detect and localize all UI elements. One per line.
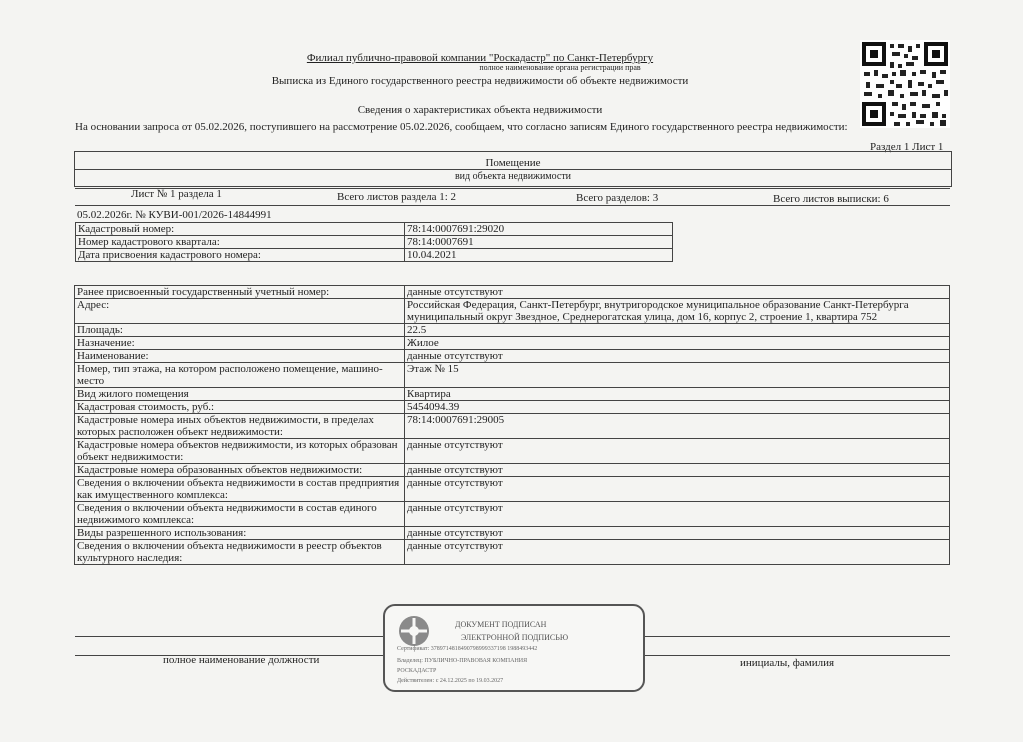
stamp-line2: ЭЛЕКТРОННОЙ ПОДПИСЬЮ — [461, 633, 569, 642]
row-value: данные отсутствуют — [405, 477, 950, 502]
table-row — [75, 540, 950, 565]
row-value: Квартира — [405, 388, 950, 401]
object-kind: Помещение — [485, 157, 541, 169]
row-value: 22.5 — [405, 324, 950, 337]
org-caption: полное наименование органа регистрации прав — [479, 63, 641, 72]
main-info-table — [75, 222, 673, 262]
table-row — [76, 236, 673, 249]
table-row — [75, 299, 950, 324]
basis-statement: На основании запроса от 05.02.2026, поступившего на рассмотрение 05.02.2026, сообщаем, что согласно записям Единого государственного реестра недвижимости: — [75, 121, 848, 133]
row-label: Сведения о включении объекта недвижимости в реестр объектов культурного наследия: — [75, 540, 405, 565]
row-value: 5454094.39 — [405, 401, 950, 414]
row-label: Кадастровый номер: — [76, 223, 405, 236]
table-row — [75, 337, 950, 350]
object-kind-box — [74, 151, 952, 187]
total-sections: Всего разделов: 3 — [576, 192, 659, 204]
row-label: Площадь: — [75, 324, 405, 337]
stamp-owner2: РОСКАДАСТР — [397, 668, 437, 674]
org-name: Филиал публично-правовой компании "Роскадастр" по Санкт-Петербургу — [306, 52, 654, 64]
total-sheets-section: Всего листов раздела 1: 2 — [337, 191, 457, 203]
row-label: Номер, тип этажа, на котором расположено помещение, машино-место — [75, 363, 405, 388]
row-value: данные отсутствуют — [405, 540, 950, 565]
table-row — [75, 324, 950, 337]
row-value: 78:14:0007691:29005 — [405, 414, 950, 439]
table-row — [75, 286, 950, 299]
row-value: данные отсутствуют — [405, 286, 950, 299]
row-label: Дата присвоения кадастрового номера: — [76, 249, 405, 262]
stamp-certificate: Сертификат: 3789714818490798999337198 1988493442 — [397, 646, 538, 652]
total-sheets-extract: Всего листов выписки: 6 — [773, 193, 889, 205]
rosreestr-logo-icon — [397, 614, 431, 648]
request-number: 05.02.2026г. № КУВИ-001/2026-14844991 — [77, 209, 272, 221]
row-label: Сведения о включении объекта недвижимости в состав единого недвижимого комплекса: — [75, 502, 405, 527]
document-title: Выписка из Единого государственного реестра недвижимости об объекте недвижимости — [271, 75, 689, 87]
row-value: данные отсутствуют — [405, 464, 950, 477]
row-label: Ранее присвоенный государственный учетный номер: — [75, 286, 405, 299]
row-value: данные отсутствуют — [405, 502, 950, 527]
table-row — [75, 527, 950, 540]
table-row — [75, 350, 950, 363]
row-label: Адрес: — [75, 299, 405, 324]
table-row — [75, 401, 950, 414]
row-value: данные отсутствуют — [405, 350, 950, 363]
section-sheet-label: Раздел 1 Лист 1 — [870, 141, 944, 153]
row-value: Жилое — [405, 337, 950, 350]
row-label: Виды разрешенного использования: — [75, 527, 405, 540]
row-label: Кадастровые номера образованных объектов недвижимости: — [75, 464, 405, 477]
row-value: данные отсутствуют — [405, 439, 950, 464]
qr-code-icon — [860, 40, 950, 128]
row-label: Номер кадастрового квартала: — [76, 236, 405, 249]
table-row — [76, 249, 673, 262]
row-value: 10.04.2021 — [405, 249, 673, 262]
stamp-line1: ДОКУМЕНТ ПОДПИСАН — [455, 620, 547, 629]
stamp-owner: Владелец: ПУБЛИЧНО-ПРАВОВАЯ КОМПАНИЯ — [397, 658, 528, 664]
table-row — [75, 464, 950, 477]
stamp-validity: Действителен: с 24.12.2025 по 19.03.2027 — [397, 678, 504, 684]
row-value: Российская Федерация, Санкт-Петербург, внутригородское муниципальное образование Санкт-Петербурга муниципальный округ Звездное, Среднерогатская улица, дом 16, корпус 2, строение 1, квартира 752 — [405, 299, 950, 324]
table-row — [75, 477, 950, 502]
section-title: Сведения о характеристиках объекта недвижимости — [357, 104, 603, 116]
row-label: Наименование: — [75, 350, 405, 363]
row-label: Кадастровые номера объектов недвижимости, из которых образован объект недвижимости: — [75, 439, 405, 464]
row-label: Кадастровая стоимость, руб.: — [75, 401, 405, 414]
table-row — [75, 363, 950, 388]
position-caption: полное наименование должности — [163, 654, 320, 666]
row-label: Кадастровые номера иных объектов недвижимости, в пределах которых расположен объект недвижимости: — [75, 414, 405, 439]
table-row — [76, 223, 673, 236]
row-value: 78:14:0007691 — [405, 236, 673, 249]
row-value: Этаж № 15 — [405, 363, 950, 388]
table-row — [75, 502, 950, 527]
table-row — [75, 439, 950, 464]
e-signature-stamp — [383, 604, 645, 692]
sheet-number: Лист № 1 раздела 1 — [131, 188, 222, 200]
name-caption: инициалы, фамилия — [740, 657, 835, 669]
row-value: данные отсутствуют — [405, 527, 950, 540]
row-label: Вид жилого помещения — [75, 388, 405, 401]
table-row — [75, 388, 950, 401]
detail-info-table — [74, 285, 950, 565]
object-kind-caption: вид объекта недвижимости — [454, 171, 572, 182]
table-row — [75, 414, 950, 439]
row-label: Сведения о включении объекта недвижимости в состав предприятия как имущественного комплекса: — [75, 477, 405, 502]
row-value: 78:14:0007691:29020 — [405, 223, 673, 236]
row-label: Назначение: — [75, 337, 405, 350]
